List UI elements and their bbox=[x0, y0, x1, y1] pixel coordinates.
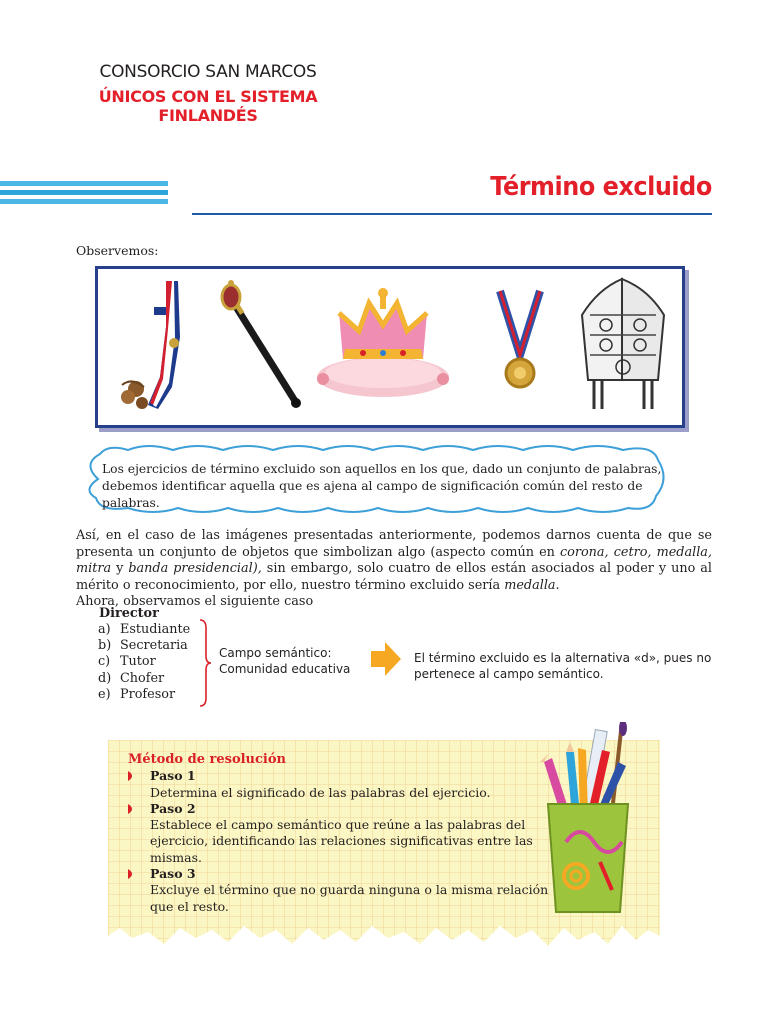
step-3-text: Excluye el término que no guarda ninguna o la misma relación que el resto. bbox=[150, 882, 549, 914]
option-a: a) Estudiante bbox=[98, 622, 191, 637]
step-1-text: Determina el significado de las palabras del ejercicio. bbox=[150, 784, 491, 800]
header bbox=[48, 62, 368, 125]
definition-text: Los ejercicios de término excluido son aquellos en los que, dado un conjunto de palabras, debemos identificar aquella que es ajena al campo de significación común del resto de palabras. bbox=[102, 462, 662, 510]
crown-image bbox=[313, 279, 453, 404]
presidential-sash-image bbox=[108, 277, 198, 417]
arrow-right-icon bbox=[371, 642, 401, 676]
option-d: d) Chofer bbox=[98, 670, 165, 686]
title-rule bbox=[192, 213, 712, 215]
step-2-label: Paso 2 bbox=[128, 801, 558, 817]
semantic-field: Campo semántico: Comunidad educativa bbox=[219, 646, 351, 676]
page-title: Término excluido bbox=[490, 172, 712, 202]
options-list bbox=[98, 622, 190, 703]
step-1-label: Paso 1 bbox=[128, 768, 558, 784]
option-b: b) Secretaria bbox=[98, 638, 188, 654]
explanation-paragraph: Así, en el caso de las imágenes presentadas anteriormente, podemos darnos cuenta de que se presenta un conjunto de objetos que simbolizan algo (aspecto común en corona, cetro, medalla, mitra y banda presidencial), sin embargo, solo cuatro de ellos están asociados al poder y uno al mérito o reconocimiento, por ello, nuestro término excluido sería medalla. Ahora, observamos el siguiente caso bbox=[76, 528, 712, 610]
bullet-icon bbox=[128, 869, 136, 879]
bullet-icon bbox=[128, 804, 136, 814]
intro-text: Observemos: bbox=[76, 243, 159, 258]
method-title: Método de resolución bbox=[128, 752, 286, 767]
scepter-image bbox=[213, 277, 308, 417]
brace-icon bbox=[198, 618, 212, 708]
conclusion-text: El término excluido es la alternativa «d», pues no pertenece al campo semántico. bbox=[414, 651, 712, 681]
decorative-stripes bbox=[0, 181, 168, 208]
image-frame bbox=[95, 266, 685, 428]
tagline: ÚNICOS CON EL SISTEMA FINLANDÉS bbox=[98, 87, 318, 125]
case-title: Director bbox=[99, 606, 159, 621]
option-e: e) Profesor bbox=[98, 686, 176, 702]
step-2-text: Establece el campo semántico que reúne a las palabras del ejercicio, identificando las relaciones significativas entre las mismas. bbox=[150, 817, 533, 865]
organization-name: CONSORCIO SAN MARCOS bbox=[99, 62, 317, 82]
step-3-label: Paso 3 bbox=[128, 866, 558, 882]
pencil-cup-icon bbox=[530, 722, 650, 922]
mitre-image bbox=[568, 275, 678, 415]
option-c: c) Tutor bbox=[98, 654, 156, 670]
medal-image bbox=[480, 285, 560, 403]
method-box bbox=[128, 752, 558, 915]
bullet-icon bbox=[128, 771, 136, 781]
